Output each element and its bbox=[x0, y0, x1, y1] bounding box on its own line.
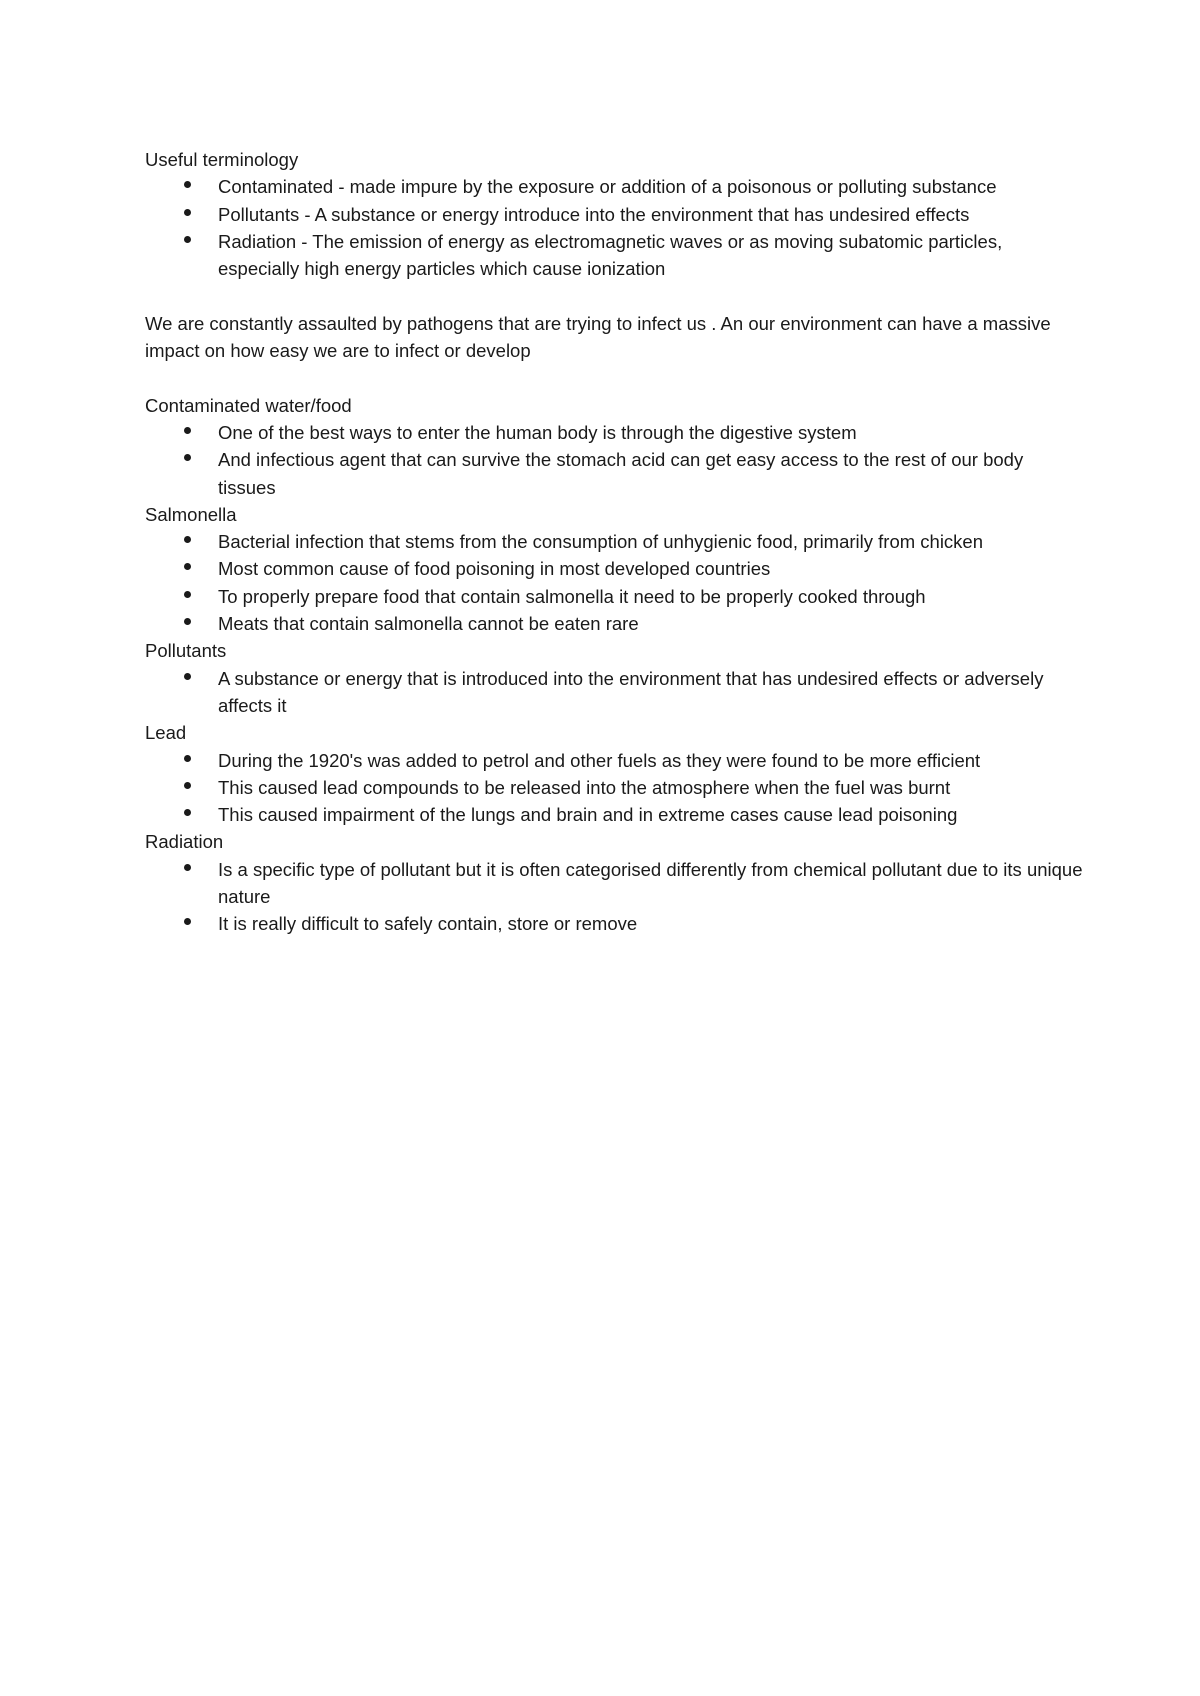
section-heading: Contaminated water/food bbox=[145, 394, 352, 416]
bullet-list bbox=[145, 173, 1085, 282]
bullet-item: One of the best ways to enter the human body is through the digestive system bbox=[218, 419, 1085, 446]
spacer bbox=[145, 282, 1085, 309]
bullet-item: It is really difficult to safely contain, store or remove bbox=[218, 910, 1085, 937]
bullet-item: During the 1920's was added to petrol and other fuels as they were found to be more efficient bbox=[218, 747, 1085, 774]
spacer bbox=[145, 364, 1085, 391]
bullet-item: This caused impairment of the lungs and brain and in extreme cases cause lead poisoning bbox=[218, 801, 1085, 828]
bullet-item: To properly prepare food that contain salmonella it need to be properly cooked through bbox=[218, 583, 1085, 610]
bullet-list bbox=[145, 419, 1085, 501]
section-useful-terminology bbox=[145, 146, 1085, 282]
section-lead bbox=[145, 719, 1085, 828]
bullet-item: A substance or energy that is introduced into the environment that has undesired effects or adversely affects it bbox=[218, 665, 1085, 720]
bullet-item: Most common cause of food poisoning in most developed countries bbox=[218, 555, 1085, 582]
section-heading: Useful terminology bbox=[145, 149, 299, 170]
bullet-item: And infectious agent that can survive the stomach acid can get easy access to the rest of our body tissues bbox=[218, 446, 1085, 501]
section-heading: Salmonella bbox=[145, 503, 237, 525]
section-radiation bbox=[145, 828, 1085, 937]
bullet-list bbox=[145, 856, 1085, 938]
bullet-item: Contaminated - made impure by the exposure or addition of a poisonous or polluting substance bbox=[218, 173, 1085, 200]
section-salmonella bbox=[145, 501, 1085, 637]
bullet-item: Bacterial infection that stems from the consumption of unhygienic food, primarily from chicken bbox=[218, 528, 1085, 555]
bullet-item: Pollutants - A substance or energy introduce into the environment that has undesired effects bbox=[218, 201, 1085, 228]
bullet-item: Radiation - The emission of energy as electromagnetic waves or as moving subatomic particles, especially high energy particles which cause ionization bbox=[218, 228, 1085, 283]
section-heading: Radiation bbox=[145, 831, 224, 853]
bullet-list bbox=[145, 528, 1085, 637]
section-heading: Lead bbox=[145, 722, 187, 744]
bullet-item: This caused lead compounds to be released into the atmosphere when the fuel was burnt bbox=[218, 774, 1085, 801]
bullet-item: Is a specific type of pollutant but it is often categorised differently from chemical pollutant due to its unique nature bbox=[218, 856, 1085, 911]
section-pollutants bbox=[145, 637, 1085, 719]
bullet-list bbox=[145, 665, 1085, 720]
bullet-item: Meats that contain salmonella cannot be eaten rare bbox=[218, 610, 1085, 637]
intro-paragraph: We are constantly assaulted by pathogens that are trying to infect us . An our environment can have a massive impact on how easy we are to infect or develop bbox=[145, 312, 1051, 362]
document-page bbox=[145, 146, 1085, 938]
section-heading: Pollutants bbox=[145, 640, 227, 662]
bullet-list bbox=[145, 747, 1085, 829]
section-contaminated-water-food bbox=[145, 392, 1085, 501]
